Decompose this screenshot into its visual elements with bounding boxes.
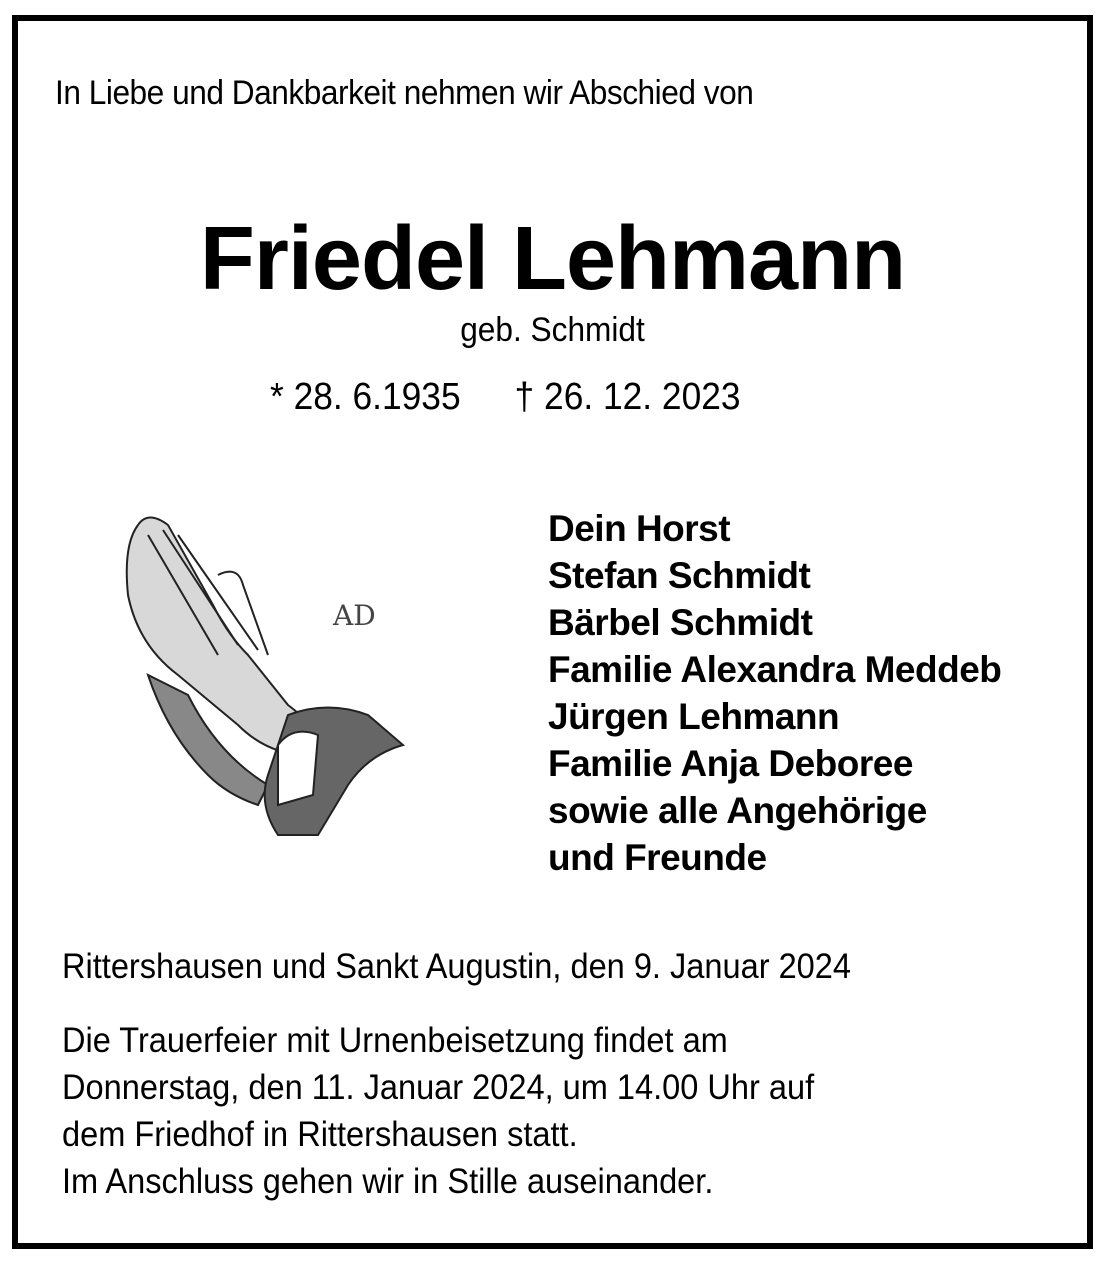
birth-date: * 28. 6.1935	[270, 376, 461, 418]
service-details	[62, 1017, 814, 1205]
mourner: und Freunde	[548, 837, 767, 878]
life-dates	[270, 376, 741, 419]
mourners-list	[548, 505, 1001, 881]
death-date: † 26. 12. 2023	[514, 376, 741, 418]
mourner: Familie Alexandra Meddeb	[548, 649, 1002, 690]
mourner: Stefan Schmidt	[548, 555, 811, 596]
mourner: sowie alle Angehörige	[548, 790, 927, 831]
mourner: Familie Anja Deboree	[548, 743, 913, 784]
service-line: Donnerstag, den 11. Januar 2024, um 14.00 Uhr auf	[62, 1068, 815, 1107]
intro-text: In Liebe und Dankbarkeit nehmen wir Abschied von	[55, 74, 754, 112]
place-date: Rittershausen und Sankt Augustin, den 9. Januar 2024	[62, 947, 851, 986]
svg-text:AD: AD	[333, 599, 376, 632]
praying-hands-icon	[118, 505, 418, 855]
mourner: Bärbel Schmidt	[548, 602, 813, 643]
service-line: Im Anschluss gehen wir in Stille auseinander.	[62, 1162, 714, 1201]
mourner: Dein Horst	[548, 508, 731, 549]
service-line: Die Trauerfeier mit Urnenbeisetzung findet am	[62, 1021, 728, 1060]
deceased-name: Friedel Lehmann	[199, 209, 906, 309]
maiden-name: geb. Schmidt	[460, 311, 645, 349]
mourner: Jürgen Lehmann	[548, 696, 840, 737]
service-line: dem Friedhof in Rittershausen statt.	[62, 1115, 578, 1154]
